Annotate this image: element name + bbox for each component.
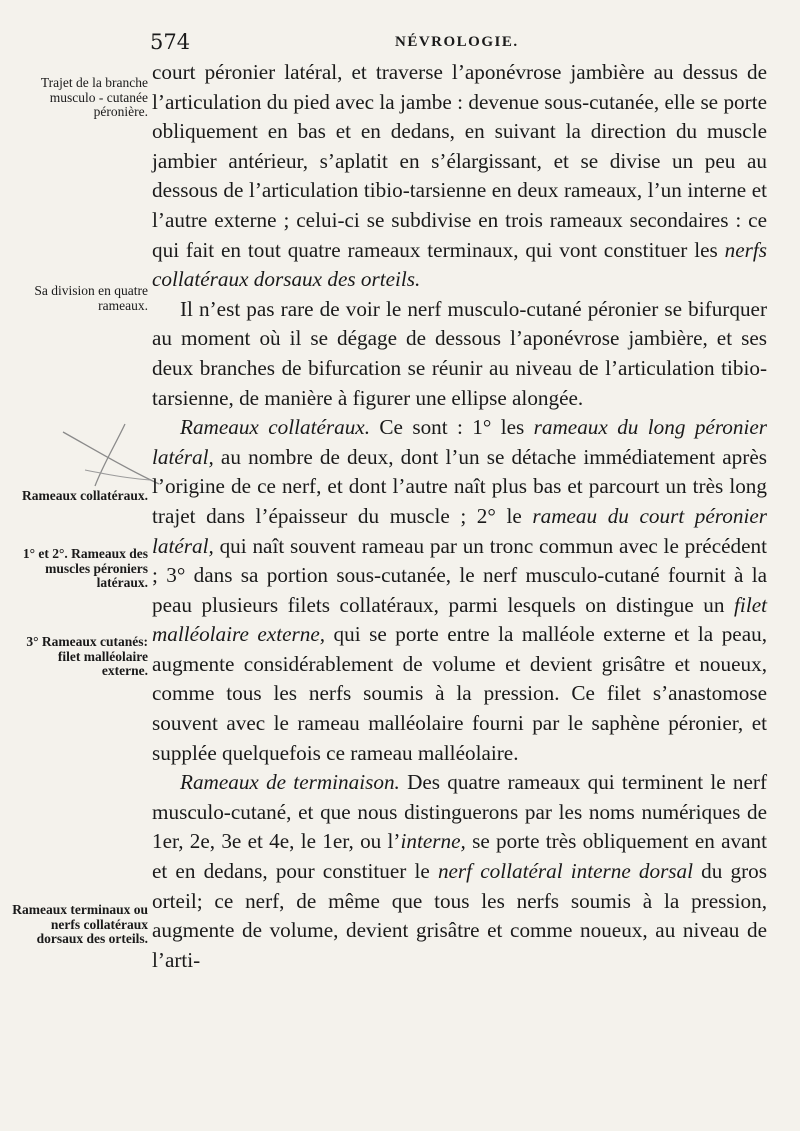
margin-note-collateraux: Rameaux collatéraux. xyxy=(22,488,148,503)
heading-rameaux-collateraux: Rameaux collatéraux. xyxy=(180,415,371,440)
paragraph-3-text-c: qui naît souvent rameau par un tronc commun avec le précédent ; 3° dans sa portion sous-cutanée, le nerf musculo-cutané fournit à la peau plusieurs filets collatéraux, parmi lesquels on distingue un xyxy=(152,533,767,617)
paragraph-3-text-b: au nombre de deux, dont l’un se détache immédiatement après l’origine de ce nerf, et dont l’autre naît plus bas et parcourt un très long trajet dans l’épaisseur du muscle ; 2° le xyxy=(152,444,767,528)
paragraph-4-text-a: Des quatre rameaux qui terminent le nerf musculo-cutané, et que nous distinguerons par les noms numériques de 1er, 2e, 3e et 4e, le 1er, ou l’ xyxy=(152,770,767,854)
heading-rameaux-terminaison: Rameaux de terminaison. xyxy=(180,770,400,795)
paragraph-3-text-a: Ce sont : 1° les xyxy=(370,415,534,440)
margin-note-rameaux-muscles: 1° et 2°. Rameaux des muscles péroniers latéraux. xyxy=(22,546,148,590)
paragraph-1-text: court péronier latéral, et traverse l’aponévrose jambière au dessus de l’articulation du pied avec la jambe : devenue sous-cutanée, elle se porte obliquement en bas et en dedans, en suivant la direction du muscle jambier antérieur, s’aplatit en s’élargissant, et se divise un peu au dessous de l’articulation tibio-tarsienne en deux rameaux, l’un interne et l’autre externe ; celui-ci se subdivise en trois rameaux secondaires : ce qui fait en tout quatre rameaux terminaux, qui vont constituer les xyxy=(152,60,767,262)
paragraph-1 xyxy=(152,58,767,295)
page-header xyxy=(150,30,770,56)
paragraph-3-text-d: qui se porte entre la malléole externe et la peau, augmente considérablement de volume et devient grisâtre et noueux, comme tous les nerfs soumis à la pression. Ce filet s’anastomose souvent avec le rameau malléolaire fourni par le saphène péronier, et supplée quelquefois ce rameau malléolaire. xyxy=(152,622,767,765)
pencil-cross-mark xyxy=(55,420,165,490)
margin-note-trajet: Trajet de la branche musculo - cutanée péronière. xyxy=(40,75,148,119)
paragraph-4-text-c: du gros orteil; ce nerf, de même que tous les nerfs soumis à la pression, augmente de volume, devient grisâtre et comme noueux, au niveau de l’arti- xyxy=(152,859,767,972)
margin-note-terminaux: Rameaux terminaux ou nerfs collatéraux dorsaux des orteils. xyxy=(12,902,148,946)
body-text xyxy=(152,58,767,975)
paragraph-1-italic: nerfs collatéraux dorsaux des orteils. xyxy=(152,237,767,292)
paragraph-2: Il n’est pas rare de voir le nerf musculo-cutané péronier se bifurquer au moment où il se dégage de dessous l’aponévrose jambière, et ses deux branches de bifurcation se réunir au niveau de l’articulation tibio-tarsienne, de manière à figurer une ellipse alongée. xyxy=(152,296,767,410)
paragraph-4 xyxy=(152,768,767,975)
margin-note-cutanes: 3° Rameaux cutanés: filet malléolaire externe. xyxy=(26,634,148,678)
margin-note-division: Sa division en quatre rameaux. xyxy=(34,283,148,313)
running-title: NÉVROLOGIE. xyxy=(395,34,519,50)
paragraph-4-italic-2: nerf collatéral interne dorsal xyxy=(437,859,694,884)
paragraph-4-text-b: se porte très obliquement en avant et en dedans, pour constituer le xyxy=(152,829,767,884)
paragraph-3-italic-1: rameaux du long péronier latéral, xyxy=(152,415,767,469)
paragraph-3-italic-2: rameau du court péronier latéral, xyxy=(152,503,767,558)
paragraph-4-italic-1: interne, xyxy=(400,829,466,854)
paragraph-3-italic-3: filet malléolaire externe, xyxy=(152,592,767,647)
paragraph-3 xyxy=(152,413,767,768)
page-number: 574 xyxy=(150,30,191,54)
